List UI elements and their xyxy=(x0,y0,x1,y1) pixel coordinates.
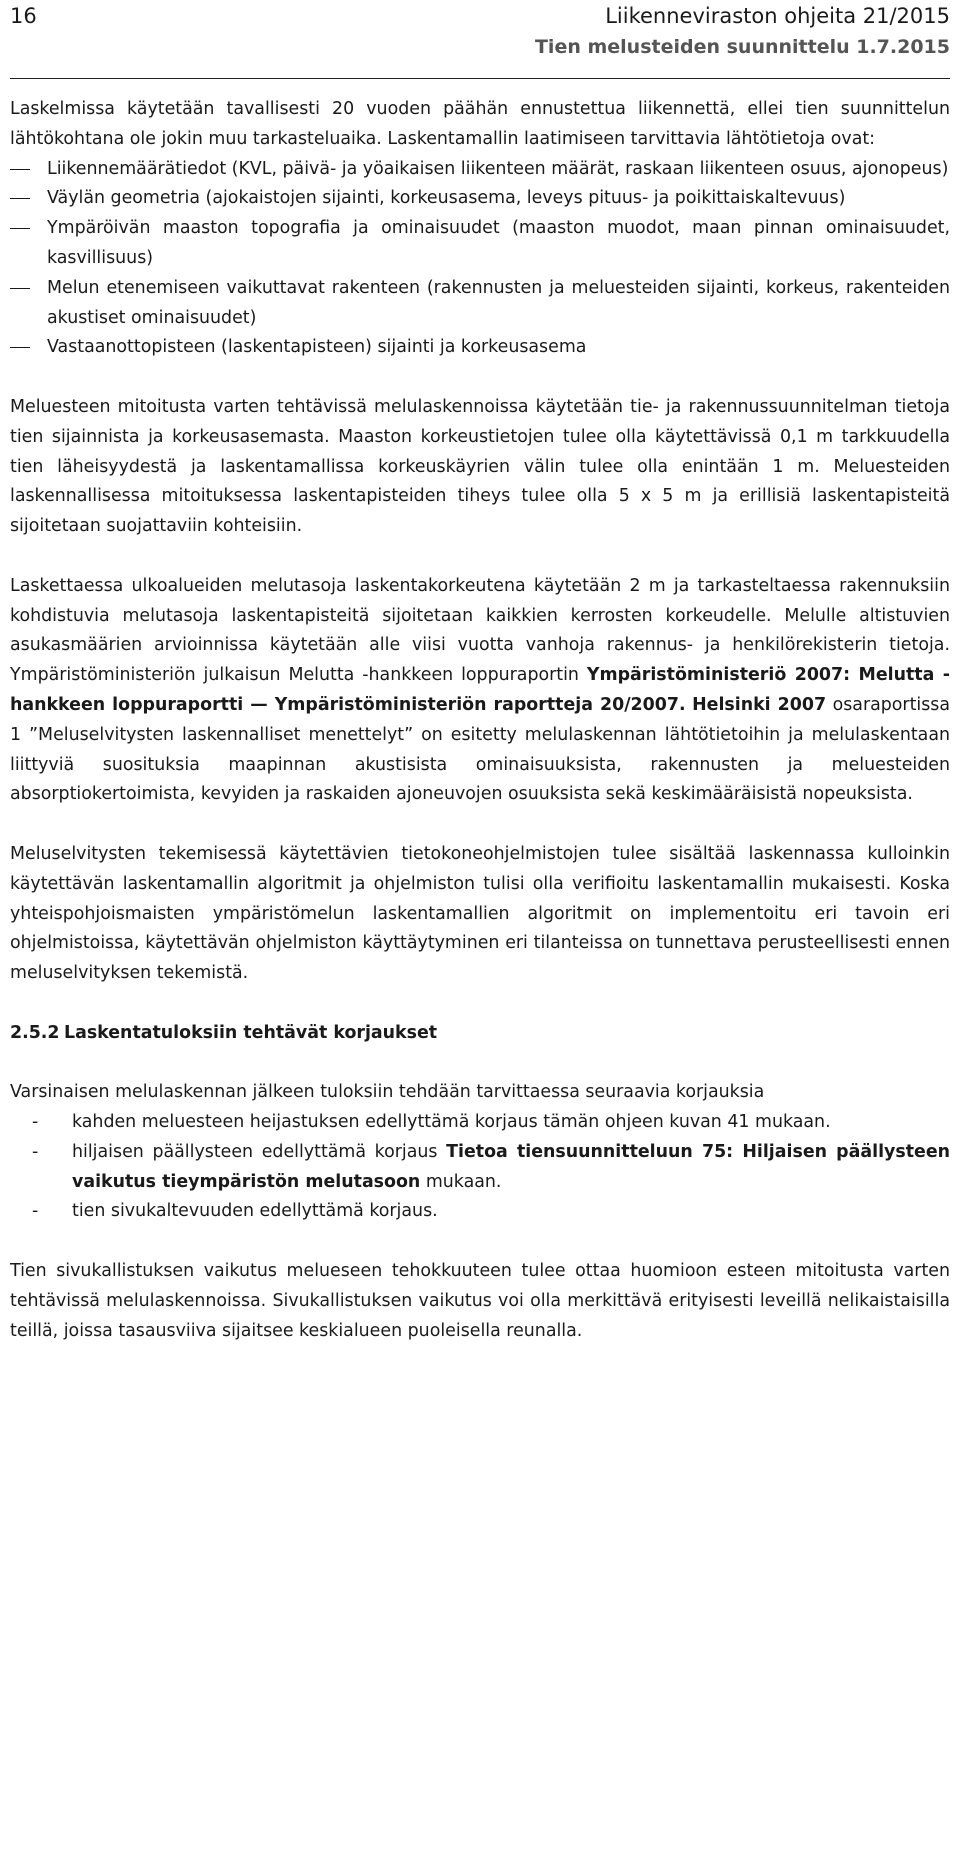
body-text xyxy=(10,95,950,1346)
header-rule xyxy=(10,78,950,79)
list-item: - kahden meluesteen heijastuksen edellyttämä korjaus tämän ohjeen kuvan 41 mukaan. xyxy=(32,1112,831,1133)
page-number: 16 xyxy=(10,4,37,28)
page-header xyxy=(10,2,950,92)
list-item: - tien sivukaltevuuden edellyttämä korjaus. xyxy=(32,1201,438,1222)
input-data-list xyxy=(10,155,950,364)
reference-bold: Ympäristöministeriö 2007: Melutta -hankkeen loppuraportti — Ympäristöministeriön raportteja 20/2007. xyxy=(10,665,950,715)
list-item: Väylän geometria (ajokaistojen sijainti, korkeusasema, leveys pituus- ja poikittaiskaltevuus) xyxy=(10,184,950,214)
publication-title: Tien melusteiden suunnittelu 1.7.2015 xyxy=(534,36,950,58)
corrections-list xyxy=(10,1108,950,1227)
list-item: Melun etenemiseen vaikuttavat rakenteen (rakennusten ja meluesteiden sijainti, korkeus, rakenteiden akustiset ominaisuudet) xyxy=(10,274,950,334)
reference-bold: Tietoa tiensuunnitteluun 75: Hiljaisen päällysteen vaikutus tieympäristön melutasoon xyxy=(72,1141,950,1192)
paragraph-calculation-height: Laskettaessa ulkoalueiden melutasoja laskentakorkeutena käytetään 2 m ja tarkasteltaessa rakennuksiin kohdistuvia melutasoja laskentapisteitä sijoitetaan kaikkien kerrosten korkeudelle. Melulle altistuvien asukasmäärien arvioinnissa käytetään alle viisi vuotta vanhoja rakennus- ja henkilörekisterin tietoja. Ympäristöministeriön julkaisun Melutta -hankkeen loppuraportin Ympäristöministeriö 2007: Melutta -hankkeen loppuraportti — Ympäristöministeriön raportteja 20/2007. Helsinki 2007 osaraportissa 1 ”Meluselvitysten laskennalliset menettelyt” on esitetty melulaskennan lähtötietoihin ja melulaskentaan liittyviä suosituksia maapinnan akustisista ominaisuuksista, rakennusten ja meluesteiden absorptiokertoimista, kevyiden ja raskaiden ajoneuvojen osuuksista sekä keskimääräisistä nopeuksista. xyxy=(10,575,951,805)
list-item: Ympäröivän maaston topografia ja ominaisuudet (maaston muodot, maan pinnan ominaisuudet, kasvillisuus) xyxy=(10,214,950,274)
paragraph-dimensioning: Meluesteen mitoitusta varten tehtävissä melulaskennoissa käytetään tie- ja rakennussuunnitelman tietoja tien sijainnista ja korkeusasemasta. Maaston korkeustietojen tulee olla käytettävissä 0,1 m tarkkuudella tien läheisyydestä ja laskentamallissa korkeuskäyrien välin tulee olla enintään 1 m. Meluesteiden laskennallisessa mitoituksessa laskentapisteiden tiheys tulee olla 5 x 5 m ja erillisiä laskentapisteitä sijoitetaan suojattaviin kohteisiin. xyxy=(10,396,950,537)
list-item: - hiljaisen päällysteen edellyttämä korjaus Tietoa tiensuunnitteluun 75: Hiljaisen päällysteen vaikutus tieympäristön melutasoon mukaan. xyxy=(32,1141,950,1192)
paragraph-corrections-intro: Varsinaisen melulaskennan jälkeen tuloksiin tehdään tarvittaessa seuraavia korjauksia xyxy=(10,1082,765,1103)
paragraph-software: Meluselvitysten tekemisessä käytettävien tietokoneohjelmistojen tulee sisältää laskennassa kulloinkin käytettävän laskentamallin algoritmit ja ohjelmiston tulisi olla verifioitu laskentamallin mukaisesti. Koska yhteispohjoismaisten ympäristömelun laskentamallien algoritmit on implementoitu eri tavoin eri ohjelmistoissa, käytettävän ohjelmiston käyttäytyminen eri tilanteissa on tunnettava perusteellisesti ennen meluselvityksen tekemistä. xyxy=(10,843,950,984)
paragraph-calculation-period: Laskelmissa käytetään tavallisesti 20 vuoden päähän ennustettua liikennettä, ellei tien suunnittelun lähtökohtana ole jokin muu tarkasteluaika. Laskentamallin laatimiseen tarvittavia lähtötietoja ovat: xyxy=(10,99,950,149)
list-item: Liikennemäärätiedot (KVL, päivä- ja yöaikaisen liikenteen määrät, raskaan liikenteen osuus, ajonopeus) xyxy=(10,155,950,185)
reference-bold: Helsinki 2007 xyxy=(692,694,827,715)
list-item: Vastaanottopisteen (laskentapisteen) sijainti ja korkeusasema xyxy=(10,333,950,363)
paragraph-side-slope: Tien sivukallistuksen vaikutus melueseen tehokkuuteen tulee ottaa huomioon esteen mitoitusta varten tehtävissä melulaskennoissa. Sivukallistuksen vaikutus voi olla merkittävä erityisesti leveillä nelikaistaisilla teillä, joissa tasausviiva sijaitsee keskialueen puoleisella reunalla. xyxy=(10,1261,950,1341)
section-number: 2.5.2 xyxy=(10,1022,60,1043)
publication-series: Liikenneviraston ohjeita 21/2015 xyxy=(605,4,950,28)
section-title: Laskentatuloksiin tehtävät korjaukset xyxy=(64,1022,438,1043)
section-heading xyxy=(10,1019,950,1049)
